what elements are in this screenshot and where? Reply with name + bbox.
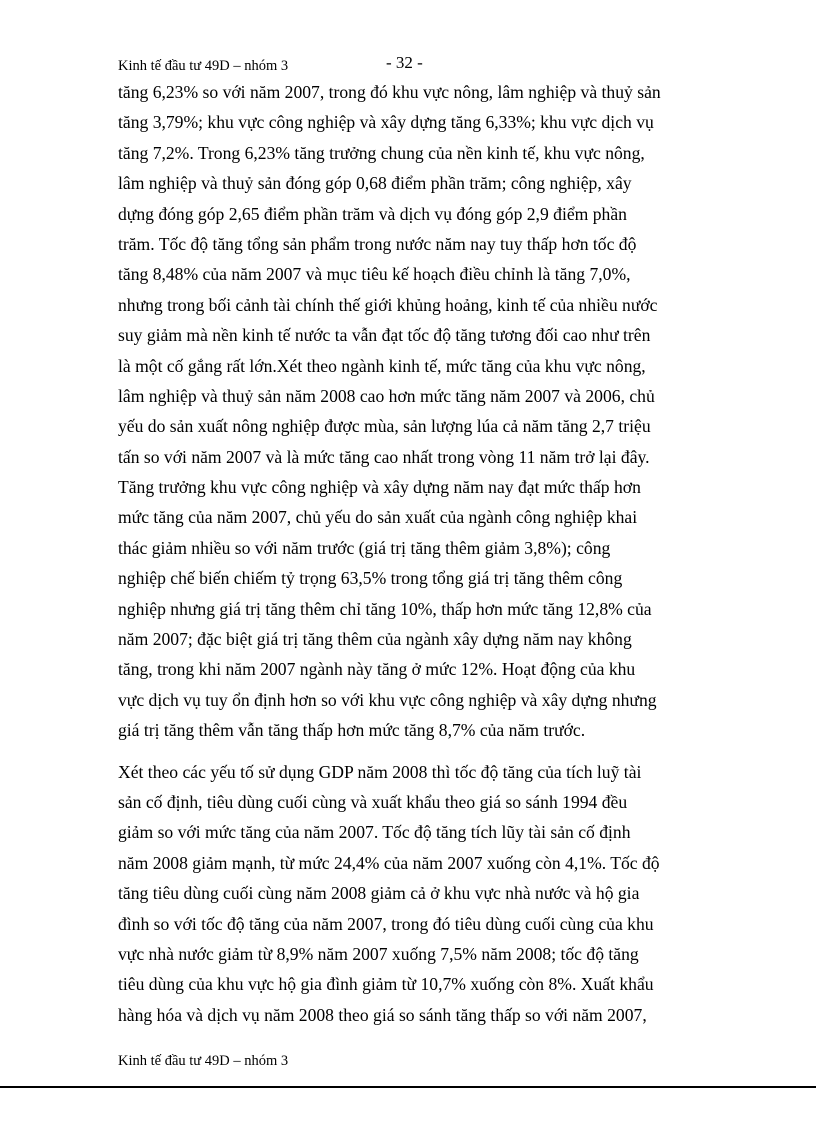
text-line: lâm nghiệp và thuỷ sản năm 2008 cao hơn mức tăng năm 2007 và 2006, chủ xyxy=(118,385,655,406)
header-title: Kinh tế đầu tư 49D – nhóm 3 xyxy=(118,58,289,74)
text-line: tăng tiêu dùng cuối cùng năm 2008 giảm cả ở khu vực nhà nước và hộ gia xyxy=(118,883,640,904)
text-line: tăng 7,2%. Trong 6,23% tăng trưởng chung của nền kinh tế, khu vực nông, xyxy=(118,142,645,163)
text-line: mức tăng của năm 2007, chủ yếu do sản xuất của ngành công nghiệp khai xyxy=(118,507,638,528)
text-line: hàng hóa và dịch vụ năm 2008 theo giá so sánh tăng thấp so với năm 2007, xyxy=(118,1004,647,1025)
page-number: - 32 - xyxy=(386,53,423,72)
text-line: năm 2007; đặc biệt giá trị tăng thêm của ngành xây dựng năm nay không xyxy=(118,629,632,650)
text-line: lâm nghiệp và thuỷ sản đóng góp 0,68 điểm phần trăm; công nghiệp, xây xyxy=(118,173,632,194)
text-line: đình so với tốc độ tăng của năm 2007, trong đó tiêu dùng cuối cùng của khu xyxy=(118,913,654,934)
text-line: giảm so với mức tăng của năm 2007. Tốc độ tăng tích lũy tài sản cố định xyxy=(118,822,631,843)
text-line: tấn so với năm 2007 và là mức tăng cao nhất trong vòng 11 năm trở lại đây. xyxy=(118,446,650,467)
footer-title: Kinh tế đầu tư 49D – nhóm 3 xyxy=(118,1053,289,1069)
text-line: dựng đóng góp 2,65 điểm phần trăm và dịch vụ đóng góp 2,9 điểm phần xyxy=(118,203,627,224)
text-line: là một cố gắng rất lớn.Xét theo ngành kinh tế, mức tăng của khu vực nông, xyxy=(118,355,646,376)
paragraph-1 xyxy=(118,77,708,746)
text-line: tăng 6,23% so với năm 2007, trong đó khu vực nông, lâm nghiệp và thuỷ sản xyxy=(118,82,661,102)
text-line: suy giảm mà nền kinh tế nước ta vẫn đạt tốc độ tăng tương đối cao như trên xyxy=(118,325,651,346)
text-line: nghiệp chế biến chiếm tỷ trọng 63,5% trong tổng giá trị tăng thêm công xyxy=(118,568,623,589)
text-line: Xét theo các yếu tố sử dụng GDP năm 2008 thì tốc độ tăng của tích luỹ tài xyxy=(118,761,642,782)
page-header xyxy=(118,53,423,75)
text-line: tăng, trong khi năm 2007 ngành này tăng ở mức 12%. Hoạt động của khu xyxy=(118,659,636,680)
footer-divider xyxy=(0,1086,816,1088)
text-line: giá trị tăng thêm vẫn tăng thấp hơn mức tăng 8,7% của năm trước. xyxy=(118,720,586,741)
text-line: tăng 3,79%; khu vực công nghiệp và xây dựng tăng 6,33%; khu vực dịch vụ xyxy=(118,112,654,133)
text-line: thác giảm nhiều so với năm trước (giá trị tăng thêm giảm 3,8%); công xyxy=(118,537,611,558)
text-line: năm 2008 giảm mạnh, từ mức 24,4% của năm 2007 xuống còn 4,1%. Tốc độ xyxy=(118,852,660,873)
document-body xyxy=(118,77,708,1030)
paragraph-2 xyxy=(118,757,708,1031)
text-line: vực nhà nước giảm từ 8,9% năm 2007 xuống 7,5% năm 2008; tốc độ tăng xyxy=(118,943,639,964)
text-line: nhưng trong bối cảnh tài chính thế giới khủng hoảng, kinh tế của nhiều nước xyxy=(118,294,658,315)
text-line: tăng 8,48% của năm 2007 và mục tiêu kế hoạch điều chỉnh là tăng 7,0%, xyxy=(118,264,631,285)
text-line: tiêu dùng của khu vực hộ gia đình giảm từ 10,7% xuống còn 8%. Xuất khẩu xyxy=(118,974,654,995)
text-line: nghiệp nhưng giá trị tăng thêm chỉ tăng 10%, thấp hơn mức tăng 12,8% của xyxy=(118,598,652,619)
text-line: vực dịch vụ tuy ổn định hơn so với khu vực công nghiệp và xây dựng nhưng xyxy=(118,689,657,710)
page-footer xyxy=(118,1052,288,1070)
text-line: sản cố định, tiêu dùng cuối cùng và xuất khẩu theo giá so sánh 1994 đều xyxy=(118,791,628,812)
text-line: trăm. Tốc độ tăng tổng sản phẩm trong nước năm nay tuy thấp hơn tốc độ xyxy=(118,233,637,254)
text-line: yếu do sản xuất nông nghiệp được mùa, sản lượng lúa cả năm tăng 2,7 triệu xyxy=(118,416,651,437)
text-line: Tăng trưởng khu vực công nghiệp và xây dựng năm nay đạt mức thấp hơn xyxy=(118,477,641,498)
